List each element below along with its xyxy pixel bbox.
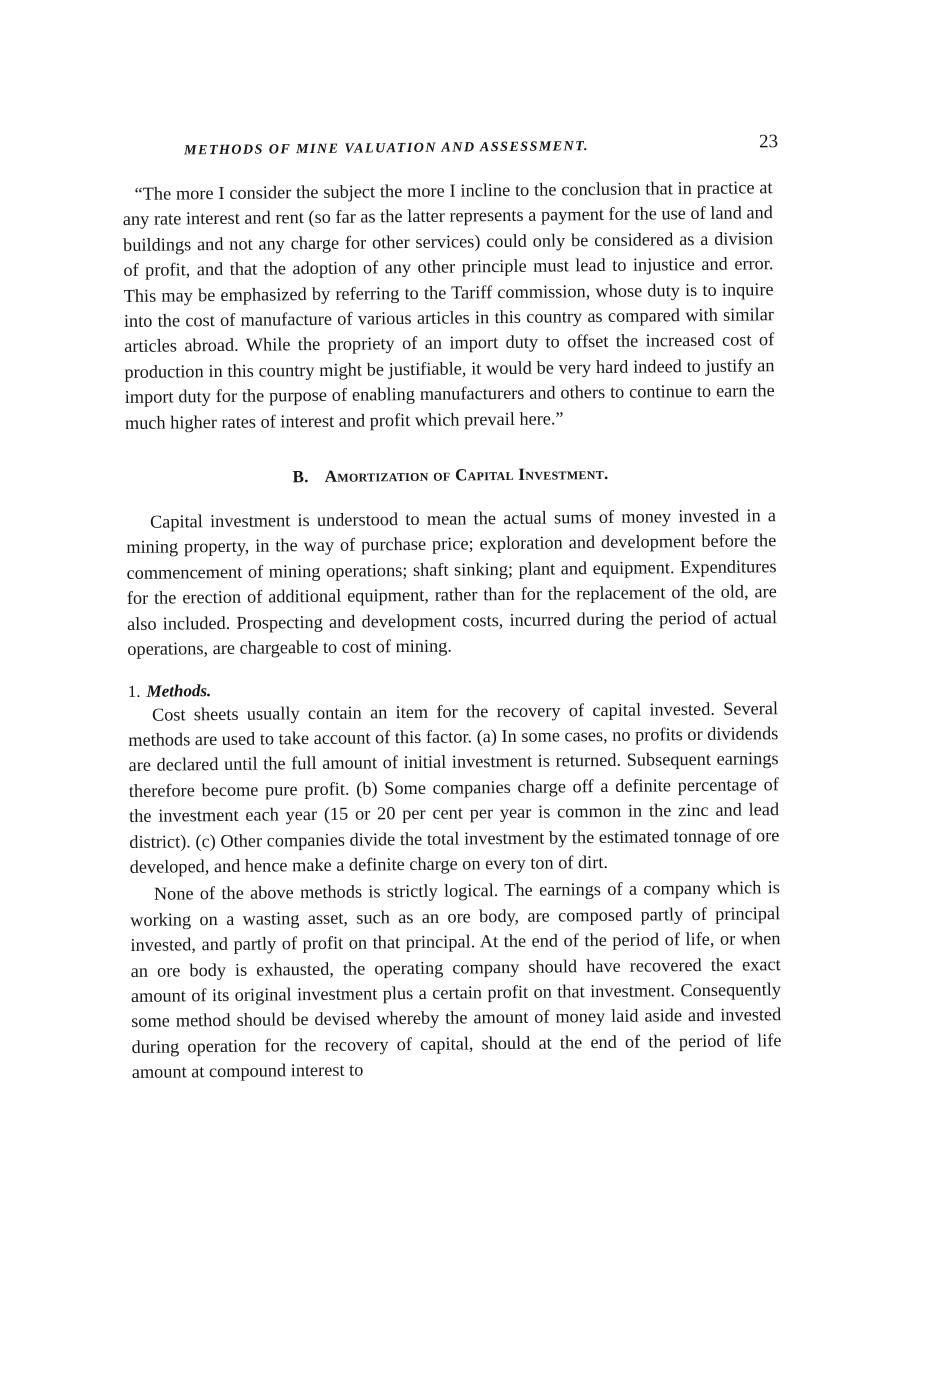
logic-paragraph: None of the above methods is strictly logical. The earnings of a company which is working on a wasting asset, such as an ore body, are composed partly of principal invested, and partly of profit on that principal. At the end of the period of life, or when an ore body is exhausted, the operating company should have recovered the exact amount of its original investment plus a certain profit on that investment. Consequently some method should be devised whereby the amount of money laid aside and invested during operation for the recovery of capital, should at the end of the period of life amount at compound interest to xyxy=(130,877,782,1083)
book-page xyxy=(122,131,782,1085)
subsection-number: 1. xyxy=(127,681,141,701)
quoted-paragraph: “The more I consider the subject the more I incline to the conclusion that in practice at any rate interest and rent (so far as the latter represents a payment for the use of land and buildings and not any charge for other services) could only be considered as a division of profit, and that the adoption of any other principle must lead to injustice and error. This may be emphasized by referring to the Tariff commission, whose duty is to inquire into the cost of manufacture of various articles in this country as compared with similar articles abroad. While the propriety of an import duty to offset the increased cost of production in this country might be justifiable, it would be very hard indeed to justify an import duty for the purpose of enabling manufacturers and others to continue to earn the much higher rates of interest and profit which prevail here.” xyxy=(122,177,775,433)
section-heading xyxy=(125,462,775,489)
page-number: 23 xyxy=(758,131,779,153)
methods-paragraph: Cost sheets usually contain an item for the recovery of capital invested. Several methods are used to take account of this factor. (a) In some cases, no profits or dividends are declared until the full amount of initial investment is returned. Subsequent earnings therefore become pure profit. (b) Some companies charge off a definite percentage of the investment each year (15 or 20 per cent per year is common in the zinc and lead district). (c) Other companies divide the total investment by the estimated tonnage of ore developed, and hence make a definite charge on every ton of dirt. xyxy=(128,697,780,877)
section-label: B. xyxy=(292,467,309,487)
running-header xyxy=(122,131,779,168)
section-title: Amortization of Capital Investment. xyxy=(324,463,609,486)
running-title: METHODS OF MINE VALUATION AND ASSESSMENT. xyxy=(184,139,590,159)
subsection-title: Methods. xyxy=(146,680,212,701)
section-intro-paragraph: Capital investment is understood to mean the actual sums of money invested in a mining property, in the way of purchase price; exploration and development before the commencement of mining operations; shaft sinking; plant and equipment. Expenditures for the erection of additional equipment, rather than for the replacement of the old, are also included. Prospecting and development costs, incurred during the period of actual operations, are chargeable to cost of mining. xyxy=(126,505,778,660)
